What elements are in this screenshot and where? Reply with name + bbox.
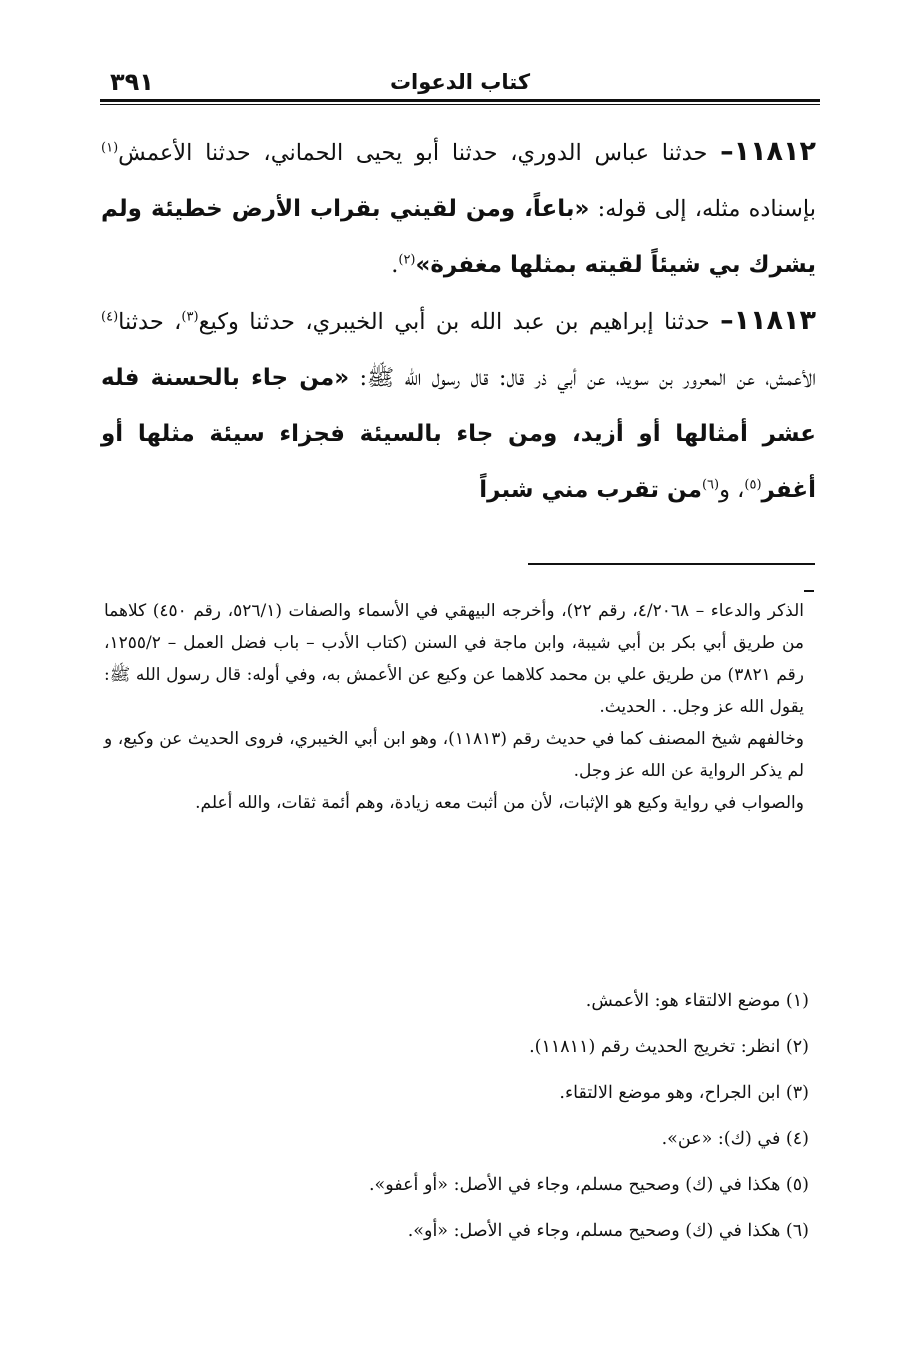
hadith-quote: «من جاء بالحسنة فله عشر أمثالها أو أزيد، ومن جاء بالسيئة فجزاء سيئة مثلها أو أغفر — [101, 365, 816, 503]
footnote-1: (١) موضع الالتقاء هو: الأعمش. — [585, 991, 809, 1011]
footnote-paragraph: وخالفهم شيخ المصنف كما في حديث رقم (١١٨١٣)، وهو ابن أبي الخيبري، فروى الحديث عن وكيع، و لم يذكر الرواية عن الله عز وجل. — [104, 729, 804, 781]
footnote-ref: (٣) — [181, 309, 199, 325]
footnote-ref: (١) — [101, 140, 119, 156]
footnote-continuation — [104, 595, 804, 819]
header-rule-thick — [100, 99, 820, 102]
hadith-quote: من تقرب مني شبراً — [479, 477, 702, 503]
hadith-end: . — [391, 252, 399, 278]
hadith-text: الأعمش، عن المعرور بن سويد، عن أبي ذر قال: قال رسول الله ﷺ: — [349, 365, 816, 391]
footnotes — [104, 978, 809, 1254]
footnote-paragraph: الذكر والدعاء – ٤/٢٠٦٨، رقم ٢٢)، وأخرجه البيهقي في الأسماء والصفات (٥٢٦/١، رقم ٤٥٠) كلاهما من طريق أبي بكر بن أبي شيبة، وابن ماجة في السنن (كتاب الأدب – باب فضل العمل – ١٢٥٥/٢، رقم ٣٨٢١) من طريق علي بن محمد كلاهما عن وكيع عن الأعمش به، وفي أوله: قال رسول الله ﷺ: يقول الله عز وجل. . الحديث. — [104, 601, 805, 717]
hadith-text: ، و — [719, 477, 745, 503]
footnote-3: (٣) ابن الجراح، وهو موضع الالتقاء. — [559, 1083, 809, 1103]
hadith-11812 — [101, 124, 816, 293]
page-number: ٣٩١ — [110, 68, 154, 96]
main-text — [101, 124, 816, 518]
footnote-ref: (٥) — [744, 477, 762, 493]
footnote-separator — [528, 563, 815, 565]
hadith-quote: «باعاً، ومن لقيني بقراب الأرض خطيئة ولم يشرك بي شيئاً لقيته بمثلها مغفرة» — [101, 196, 816, 278]
continuation-mark — [804, 590, 814, 592]
footnote-ref: (٤) — [101, 309, 119, 325]
footnote-6: (٦) هكذا في (ك) وصحيح مسلم، وجاء في الأصل: «أو». — [407, 1221, 809, 1241]
hadith-text: بإسناده مثله، إلى قوله: — [589, 196, 816, 222]
hadith-text: حدثنا عباس الدوري، حدثنا أبو يحيى الحماني، حدثنا الأعمش — [118, 140, 721, 166]
header-rule-thin — [100, 104, 820, 105]
footnote-5: (٥) هكذا في (ك) وصحيح مسلم، وجاء في الأصل: «أو أعفو». — [368, 1175, 809, 1195]
footnote-4: (٤) في (ك): «عن». — [661, 1129, 809, 1149]
hadith-text: حدثنا إبراهيم بن عبد الله بن أبي الخيبري، حدثنا وكيع — [198, 309, 721, 335]
hadith-number: ١١٨١٣– — [720, 305, 816, 336]
footnote-paragraph: والصواب في رواية وكيع هو الإثبات، لأن من أثبت معه زيادة، وهم أئمة ثقات، والله أعلم. — [195, 793, 804, 813]
running-header — [100, 66, 820, 106]
chapter-title: كتاب الدعوات — [389, 70, 531, 94]
footnote-ref: (٢) — [398, 252, 416, 268]
hadith-number: ١١٨١٢– — [720, 136, 816, 167]
footnote-2: (٢) انظر: تخريج الحديث رقم (١١٨١١). — [529, 1037, 809, 1057]
hadith-11813 — [101, 293, 816, 518]
hadith-text: ، حدثنا — [118, 309, 182, 335]
footnote-ref: (٦) — [701, 477, 720, 493]
